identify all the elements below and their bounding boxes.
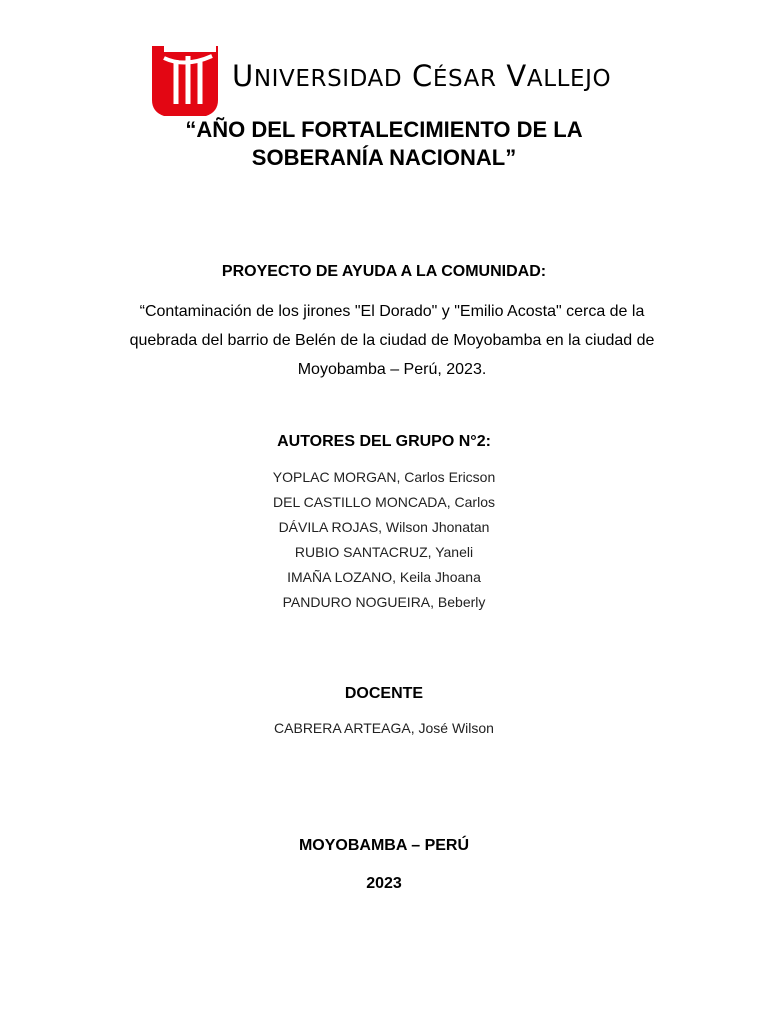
project-title: “Contaminación de los jirones "El Dorado" y "Emilio Acosta" cerca de la quebrada del barrio de Belén de la ciudad de Moyobamba en la ciudad de Moyobamba – Perú, 2023. (129, 303, 655, 378)
author-name: DEL CASTILLO MONCADA, Carlos (273, 494, 495, 510)
year-title-line-1: “AÑO DEL FORTALECIMIENTO DE LA (185, 117, 583, 142)
project-heading: PROYECTO DE AYUDA A LA COMUNIDAD: (221, 263, 547, 280)
author-name: PANDURO NOGUEIRA, Beberly (282, 594, 486, 610)
year-label: 2023 (366, 875, 402, 892)
authors-heading: AUTORES DEL GRUPO N°2: (277, 433, 491, 450)
university-name: UNIVERSIDAD CÉSAR VALLEJO (232, 59, 612, 93)
place-label: MOYOBAMBA – PERÚ (298, 837, 470, 854)
author-name: YOPLAC MORGAN, Carlos Ericson (272, 469, 496, 485)
year-title-line-2: SOBERANÍA NACIONAL” (251, 145, 517, 170)
ucv-shield-logo-icon (150, 42, 220, 118)
author-name: RUBIO SANTACRUZ, Yaneli (294, 544, 474, 560)
author-name: IMAÑA LOZANO, Keila Jhoana (287, 569, 481, 585)
authors-list (60, 465, 708, 615)
docente-heading: DOCENTE (344, 685, 424, 702)
author-name: DÁVILA ROJAS, Wilson Jhonatan (278, 519, 490, 535)
year-title (60, 116, 708, 172)
docente-name: CABRERA ARTEAGA, José Wilson (274, 720, 494, 736)
